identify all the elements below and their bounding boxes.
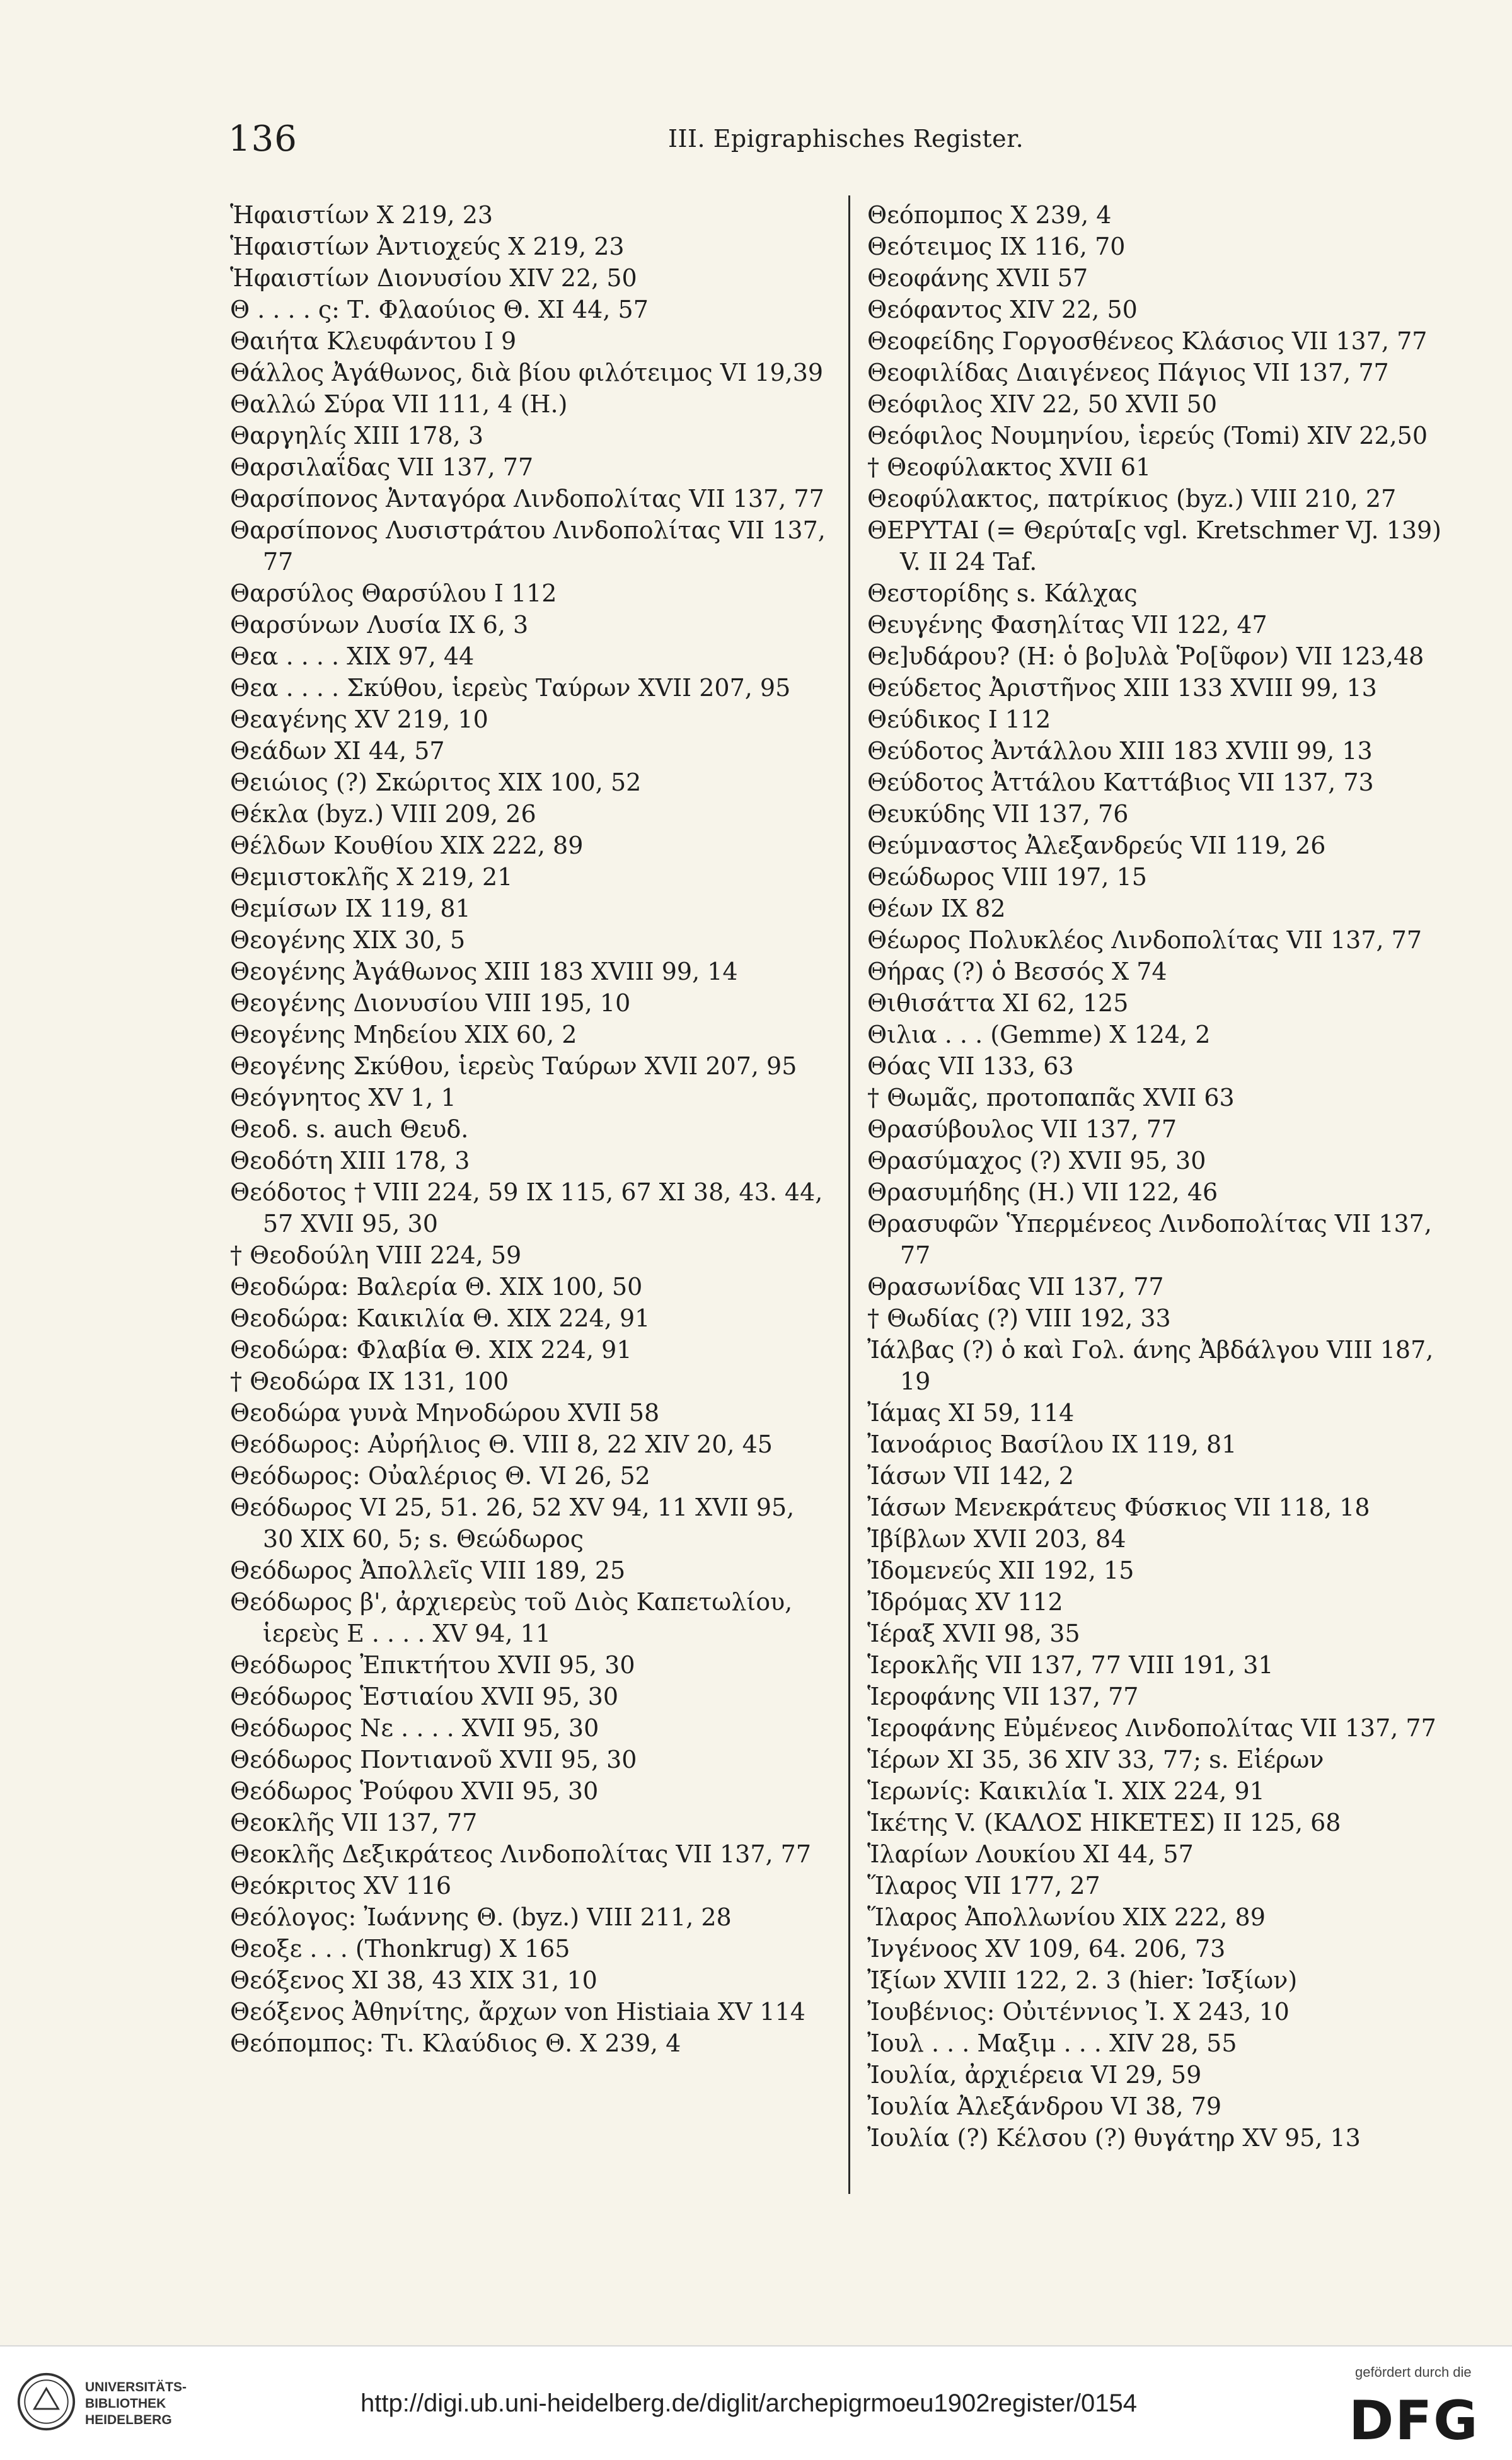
index-entry: Ἱεροφάνης VII 137, 77 — [867, 1683, 1139, 1710]
index-entry: Ἰνγένοος XV 109, 64. 206, 73 — [867, 1935, 1226, 1963]
index-entry: † Θωδίας (?) VIII 192, 33 — [867, 1304, 1171, 1332]
index-entry: Θεοδώρα: Καικιλία Θ. XIX 224, 91 — [230, 1304, 650, 1332]
index-entry: Θεόφιλος Νουμηνίου, ἱερεύς (Tomi) XIV 22,50 — [867, 422, 1428, 450]
source-url-link[interactable]: http://digi.ub.uni-heidelberg.de/diglit/archepigrmoeu1902register/0154 — [361, 2389, 1137, 2417]
index-entry: Θρασύβουλος VII 137, 77 — [867, 1115, 1177, 1143]
index-entry: Θεοδώρα: Φλαβία Θ. XIX 224, 91 — [230, 1336, 632, 1364]
index-entry: Θευκύδης VII 137, 76 — [867, 800, 1129, 828]
index-entry: Θεύμναστος Ἀλεξανδρεύς VII 119, 26 — [867, 832, 1326, 859]
index-entry: Θεαγένης XV 219, 10 — [230, 705, 488, 733]
index-entry: Θεοδ. s. auch Θευδ. — [230, 1115, 469, 1143]
index-entry: Θεόδωρος Ῥούφου XVII 95, 30 — [230, 1777, 599, 1805]
index-entry: Ἱέραξ XVII 98, 35 — [867, 1620, 1080, 1647]
index-entry: Θέων IX 82 — [867, 895, 1006, 922]
index-entry: Ἰξίων XVIII 122, 2. 3 (hier: Ἰσξίων) — [867, 1966, 1298, 1994]
index-entry: Θεοφιλίδας Διαιγένεος Πάγιος VII 137, 77 — [867, 359, 1389, 386]
index-entry: Ἰουβένιος: Οὐιτέννιος Ἰ. X 243, 10 — [867, 1998, 1290, 2026]
index-entry: Θρασυφῶν Ὑπερμένεος Λινδοπολίτας VII 137, 77 — [867, 1210, 1432, 1269]
index-entry: Θεόλογος: Ἰωάννης Θ. (byz.) VIII 211, 28 — [230, 1903, 732, 1931]
index-entry: Θαρσιλαΐδας VII 137, 77 — [230, 453, 534, 481]
index-entry: Θρασυμήδης (H.) VII 122, 46 — [867, 1178, 1218, 1206]
index-entry: Θ . . . . ς: Τ. Φλαούιος Θ. XI 44, 57 — [230, 296, 649, 323]
index-entry: Ἡφαιστίων X 219, 23 — [230, 201, 493, 229]
index-entry: Θιλια . . . (Gemme) X 124, 2 — [867, 1021, 1211, 1048]
index-entry: Ἰδρόμας XV 112 — [867, 1588, 1063, 1616]
index-entry: Θεμίσων IX 119, 81 — [230, 895, 471, 922]
index-entry: Ἵλαρος Ἀπολλωνίου XIX 222, 89 — [867, 1903, 1266, 1931]
index-entry: Θεογένης Μηδείου XIX 60, 2 — [230, 1021, 577, 1048]
dfg-logo: DFG — [1349, 2389, 1479, 2452]
index-entry: Ἰουλία Ἀλεξάνδρου VI 38, 79 — [867, 2092, 1222, 2120]
index-entry: Θεμιστοκλῆς X 219, 21 — [230, 863, 513, 891]
index-entry: Θεύδικος I 112 — [867, 705, 1051, 733]
index-entry: Θεάδων XI 44, 57 — [230, 737, 445, 765]
index-entry: Θήρας (?) ὁ Βεσσός X 74 — [867, 958, 1167, 985]
column-divider — [848, 195, 850, 2194]
index-entry: Θαλλώ Σύρα VII 111, 4 (H.) — [230, 390, 568, 418]
index-entry: Θαρσύνων Λυσία IX 6, 3 — [230, 611, 529, 639]
library-name-line: UNIVERSITÄTS- — [85, 2380, 187, 2394]
index-entry: Θεώδωρος VIII 197, 15 — [867, 863, 1147, 891]
index-entry: Θεόφαντος XIV 22, 50 — [867, 296, 1138, 323]
index-entry: Θεοφύλακτος, πατρίκιος (byz.) VIII 210, 27 — [867, 485, 1397, 513]
index-entry: Θέωρος Πολυκλέος Λινδοπολίτας VII 137, 77 — [867, 926, 1423, 954]
index-entry: Θεόξενος XI 38, 43 XIX 31, 10 — [230, 1966, 597, 1994]
page-number: 136 — [228, 119, 297, 160]
index-entry: Θεοδότη XIII 178, 3 — [230, 1147, 470, 1175]
index-entry: Ἵλαρος VII 177, 27 — [867, 1872, 1100, 1900]
index-entry: Θεόγνητος XV 1, 1 — [230, 1084, 456, 1111]
index-entry: Ἰουλία (?) Κέλσου (?) θυγάτηρ XV 95, 13 — [867, 2124, 1361, 2152]
index-entry: Θεόδωρος β', ἀρχιερεὺς τοῦ Διὸς Καπετωλίου, ἱερεὺς Ε . . . . XV 94, 11 — [230, 1588, 793, 1647]
index-entry: Θρασύμαχος (?) XVII 95, 30 — [867, 1147, 1206, 1175]
index-entry: Ἡφαιστίων Ἀντιοχεύς X 219, 23 — [230, 233, 625, 260]
index-entry: Ἰβίβλων XVII 203, 84 — [867, 1525, 1126, 1553]
index-entry: ΘΕΡΥΤΑΙ (= Θερύτα[ς vgl. Kretschmer VJ. 139) V. II 24 Taf. — [867, 516, 1441, 576]
index-entry: Θεοφείδης Γοργοσθένεος Κλάσιος VII 137, 77 — [867, 327, 1428, 355]
index-entry: Θεόκριτος XV 116 — [230, 1872, 452, 1900]
index-entry: Θέλδων Κουθίου XIX 222, 89 — [230, 832, 584, 859]
index-entry: Θεοδώρα: Βαλερία Θ. XIX 100, 50 — [230, 1273, 643, 1301]
index-entry: Θεόδωρος Ἑστιαίου XVII 95, 30 — [230, 1683, 619, 1710]
index-entry: Θεόδωρος Ἐπικτήτου XVII 95, 30 — [230, 1651, 635, 1679]
index-entry: Θεόξενος Ἀθηνίτης, ἄρχων von Histiaia XV 114 — [230, 1998, 805, 2026]
index-entry: Ἱέρων XI 35, 36 XIV 33, 77; s. Εἰέρων — [867, 1746, 1324, 1773]
index-entry: Θιθισάττα XI 62, 125 — [867, 989, 1129, 1017]
index-entry: Θεόδοτος † VIII 224, 59 IX 115, 67 XI 38, 43. 44, 57 XVII 95, 30 — [230, 1178, 823, 1238]
index-entry: Θρασωνίδας VII 137, 77 — [867, 1273, 1164, 1301]
index-entry: Θαιήτα Κλευφάντου I 9 — [230, 327, 517, 355]
index-entry: Θεογένης Ἀγάθωνος XIII 183 XVIII 99, 14 — [230, 958, 738, 985]
index-entry: Θεα . . . . XIX 97, 44 — [230, 642, 475, 670]
library-name-line: BIBLIOTHEK — [85, 2396, 166, 2411]
index-entry: Ἱεροκλῆς VII 137, 77 VIII 191, 31 — [867, 1651, 1274, 1679]
index-entry: Θεόδωρος Ἀπολλεῖς VIII 189, 25 — [230, 1557, 626, 1584]
index-entry: Θεογένης Σκύθου, ἱερεὺς Ταύρων XVII 207, 95 — [230, 1052, 797, 1080]
index-entry: Θαργηλίς XIII 178, 3 — [230, 422, 484, 450]
index-entry: Θέκλα (byz.) VIII 209, 26 — [230, 800, 536, 828]
index-entry: Θόας VII 133, 63 — [867, 1052, 1074, 1080]
index-entry: Ἰανοάριος Βασίλου IX 119, 81 — [867, 1430, 1237, 1458]
index-entry: † Θεοφύλακτος XVII 61 — [867, 453, 1151, 481]
index-entry: Θεογένης XIX 30, 5 — [230, 926, 466, 954]
index-entry: Θεογένης Διονυσίου VIII 195, 10 — [230, 989, 631, 1017]
index-entry: Ἱλαρίων Λουκίου XI 44, 57 — [867, 1840, 1194, 1868]
library-name-line: HEIDELBERG — [85, 2413, 172, 2427]
index-entry: Ἰάμας XI 59, 114 — [867, 1399, 1075, 1427]
index-column-right — [867, 199, 1466, 2154]
index-entry: Ἱερωνίς: Καικιλία Ἱ. XIX 224, 91 — [867, 1777, 1265, 1805]
index-entry: Θεόπομπος: Τι. Κλαύδιος Θ. X 239, 4 — [230, 2029, 681, 2057]
index-entry: Θεότειμος IX 116, 70 — [867, 233, 1126, 260]
index-column-left — [230, 199, 829, 2059]
index-entry: Θάλλος Ἀγάθωνος, διὰ βίου φιλότειμος VI 19,39 — [230, 359, 824, 386]
index-entry: Ἰουλία, ἀρχιέρεια VI 29, 59 — [867, 2061, 1202, 2089]
index-entry: Θεόφιλος XIV 22, 50 XVII 50 — [867, 390, 1218, 418]
index-entry: Θεοφάνης XVII 57 — [867, 264, 1088, 292]
index-entry: Ἰάσων VII 142, 2 — [867, 1462, 1074, 1490]
footer-bar — [0, 2345, 1512, 2460]
index-entry: Ἰδομενεύς XII 192, 15 — [867, 1557, 1134, 1584]
index-entry: Θειώιος (?) Σκώριτος XIX 100, 52 — [230, 769, 642, 796]
funded-by-label: gefördert durch die — [1355, 2364, 1472, 2380]
index-entry: Θεοξε . . . (Thonkrug) X 165 — [230, 1935, 570, 1963]
index-entry: Ἱκέτης V. (ΚΑΛΟΣ ΗΙΚΕΤΕΣ) II 125, 68 — [867, 1809, 1341, 1836]
index-entry: Θαρσίπονος Ἀνταγόρα Λινδοπολίτας VII 137, 77 — [230, 485, 824, 513]
index-entry: Θεόδωρος: Αὐρήλιος Θ. VIII 8, 22 XIV 20, 45 — [230, 1430, 773, 1458]
university-seal-icon — [16, 2372, 76, 2432]
index-entry: Θαρσίπονος Λυσιστράτου Λινδοπολίτας VII 137, 77 — [230, 516, 826, 576]
index-entry: Ἱεροφάνης Εὐμένεος Λινδοπολίτας VII 137, 77 — [867, 1714, 1436, 1742]
index-entry: Ἡφαιστίων Διονυσίου XIV 22, 50 — [230, 264, 637, 292]
running-title: III. Epigraphisches Register. — [668, 125, 1024, 153]
index-entry: Θεοκλῆς VII 137, 77 — [230, 1809, 478, 1836]
index-entry: † Θεοδώρα IX 131, 100 — [230, 1367, 509, 1395]
index-entry: Θεστορίδης s. Κάλχας — [867, 579, 1138, 607]
index-entry: Θεόδωρος Νε . . . . XVII 95, 30 — [230, 1714, 599, 1742]
index-entry: Θεύδοτος Ἀντάλλου XIII 183 XVIII 99, 13 — [867, 737, 1373, 765]
index-entry: Θε]υδάρου? (H: ὁ βο]υλὰ Ῥο[ῦφον) VII 123,48 — [867, 642, 1424, 670]
index-entry: Θεα . . . . Σκύθου, ἱερεὺς Ταύρων XVII 207, 95 — [230, 674, 791, 702]
library-name — [85, 2379, 187, 2428]
index-entry: † Θεοδούλη VIII 224, 59 — [230, 1241, 522, 1269]
index-entry: Θεύδετος Ἀριστῆνος XIII 133 XVIII 99, 13 — [867, 674, 1377, 702]
index-entry: Θαρσύλος Θαρσύλου I 112 — [230, 579, 557, 607]
index-entry: Θεύδοτος Ἀττάλου Καττάβιος VII 137, 73 — [867, 769, 1374, 796]
index-entry: Θεόδωρος: Οὐαλέριος Θ. VI 26, 52 — [230, 1462, 650, 1490]
index-entry: Θεόδωρος Ποντιανοῦ XVII 95, 30 — [230, 1746, 637, 1773]
index-entry: Θεόδωρος VI 25, 51. 26, 52 XV 94, 11 XVII 95, 30 XIX 60, 5; s. Θεώδωρος — [230, 1494, 795, 1553]
index-entry: Θεόπομπος X 239, 4 — [867, 201, 1112, 229]
index-entry: Θεοκλῆς Δεξικράτεος Λινδοπολίτας VII 137, 77 — [230, 1840, 812, 1868]
index-entry: Ἰάλβας (?) ὁ καὶ Γολ. άνης Ἀβδάλγου VIII 187, 19 — [867, 1336, 1434, 1395]
index-entry: Ἰάσων Μενεκράτευς Φύσκιος VII 118, 18 — [867, 1494, 1370, 1521]
index-entry: Θευγένης Φασηλίτας VII 122, 47 — [867, 611, 1267, 639]
index-entry: Ἰουλ . . . Μαξιμ . . . XIV 28, 55 — [867, 2029, 1237, 2057]
index-entry: Θεοδώρα γυνὰ Μηνοδώρου XVII 58 — [230, 1399, 660, 1427]
index-entry: † Θωμᾶς, προτοπαπᾶς XVII 63 — [867, 1084, 1235, 1111]
